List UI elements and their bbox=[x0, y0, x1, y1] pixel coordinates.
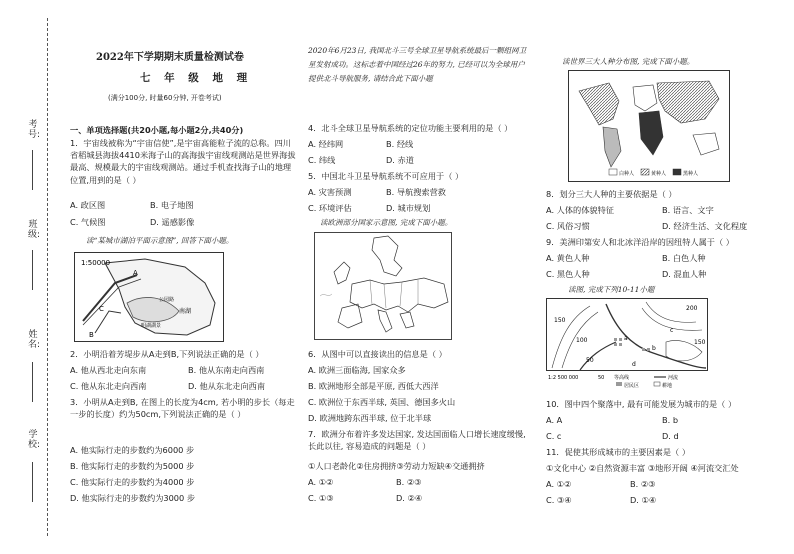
q1-option-b[interactable]: B. 电子地图 bbox=[150, 200, 194, 210]
q10-stem: 10．图中四个聚落中, 最有可能发展为城市的是（ ） bbox=[546, 399, 737, 409]
q8-option-b[interactable]: B. 语言、文字 bbox=[662, 205, 714, 215]
binding-margin bbox=[0, 0, 58, 554]
class-blank[interactable] bbox=[32, 250, 33, 290]
name-blank[interactable] bbox=[32, 362, 33, 402]
settlement-d: d bbox=[632, 361, 636, 368]
q6-option-d[interactable]: D. 欧洲地跨东西半球, 位于北半球 bbox=[308, 413, 432, 423]
beidou-intro: 2020年6月23日, 我国北斗三号全球卫星导航系统最后一颗组网卫星发射成功。这标志着中国经过26年的努力, 已经可以为全球用户提供北斗导航服务, 请结合此下面小题 bbox=[308, 46, 527, 83]
name-label: 姓名: bbox=[28, 330, 41, 350]
race-legend-yellow: 黄种人 bbox=[651, 171, 667, 177]
map1-intro: 读“某城市湖泊平面示意图”, 回答下面小题。 bbox=[86, 236, 234, 245]
q2-option-d[interactable]: D. 他从东北走向西南 bbox=[188, 381, 266, 391]
lake-map-svg bbox=[75, 253, 223, 341]
q2-option-b[interactable]: B. 他从东南走向西南 bbox=[188, 365, 265, 375]
contour-label-150a: 150 bbox=[554, 317, 566, 324]
q3-option-a[interactable]: A. 他实际行走的步数约为6000 步 bbox=[70, 445, 195, 455]
q11-option-a[interactable]: A. ①② bbox=[546, 479, 572, 489]
race-legend-white: 白种人 bbox=[619, 171, 635, 177]
q3-option-b[interactable]: B. 他实际行走的步数约为5000 步 bbox=[70, 461, 195, 471]
q2-option-c[interactable]: C. 他从东北走向西南 bbox=[70, 381, 147, 391]
q7-option-d[interactable]: D. ②④ bbox=[396, 493, 423, 503]
q5-stem: 5．中国北斗卫星导航系统不可应用于（ ） bbox=[308, 171, 464, 181]
q11-statements: ①文化中心 ②自然资源丰富 ③地形开阔 ④河流交汇处 bbox=[546, 463, 739, 473]
q7-stem: 7．欧洲分布着许多发达国家, 发达国面临人口增长速度缓慢, 长此以往, 容易造成的问题是（ ） bbox=[308, 429, 526, 452]
settlement-a: a bbox=[624, 335, 628, 342]
map3-intro: 读世界三大人种分布图, 完成下面小题。 bbox=[562, 57, 695, 66]
q5-option-d[interactable]: D. 城市规划 bbox=[386, 203, 431, 213]
q2-option-a[interactable]: A. 他从西北走向东南 bbox=[70, 365, 147, 375]
legend-50: 50 bbox=[598, 375, 605, 381]
q5-option-c[interactable]: C. 环境评估 bbox=[308, 203, 352, 213]
q1-stem: 1．宇宙线被称为“宇宙信使”,是宇宙高能粒子流的总称。四川省稻城县海拔4410米海子山的高海拔宇宙线观测站是世界海拔最高、规模最大的宇宙线观测站。通过手机查找海子山的地理位置,用到的是（ ） bbox=[70, 138, 296, 185]
lake-map-label-a: A bbox=[133, 269, 138, 277]
lake-map-label-road: 公园路 bbox=[159, 297, 175, 303]
q11-option-b[interactable]: B. ②③ bbox=[630, 479, 656, 489]
q1-option-a[interactable]: A. 政区图 bbox=[70, 200, 106, 210]
exam-no-blank[interactable] bbox=[32, 150, 33, 190]
q5-option-a[interactable]: A. 灾害预测 bbox=[308, 187, 352, 197]
q3-stem: 3．小明从A走到B, 在图上的长度为4cm, 若小明的步长（每走一步的长度）约为50cm,下列说法正确的是（ ） bbox=[70, 397, 295, 420]
europe-map-svg bbox=[314, 232, 452, 340]
q11-stem: 11．促使其形成城市的主要因素是（ ） bbox=[546, 447, 691, 457]
school-label: 学校: bbox=[28, 430, 41, 450]
q6-option-a[interactable]: A. 欧洲三面临海, 国家众多 bbox=[308, 365, 406, 375]
q9-stem: 9．美洲印第安人和北冰洋沿岸的因纽特人属于（ ） bbox=[546, 237, 734, 247]
q4-option-b[interactable]: B. 经线 bbox=[386, 139, 414, 149]
settlement-b: b bbox=[652, 345, 656, 352]
legend-farmland: 耕地 bbox=[662, 383, 673, 388]
lake-map-label-lake: 南湖 bbox=[179, 308, 192, 315]
q9-option-a[interactable]: A. 黄色人种 bbox=[546, 253, 590, 263]
q3-option-d[interactable]: D. 他实际行走的步数约为3000 步 bbox=[70, 493, 196, 503]
q9-option-d[interactable]: D. 混血人种 bbox=[662, 269, 707, 279]
q10-option-b[interactable]: B. b bbox=[662, 415, 679, 425]
q8-option-d[interactable]: D. 经济生活、文化程度 bbox=[662, 221, 748, 231]
lake-map-label-b: B bbox=[89, 331, 94, 339]
q10-option-d[interactable]: D. d bbox=[662, 431, 679, 441]
q1-option-d[interactable]: D. 遥感影像 bbox=[150, 217, 195, 227]
q8-option-a[interactable]: A. 人体的体貌特征 bbox=[546, 205, 614, 215]
q11-option-d[interactable]: D. ①④ bbox=[630, 495, 657, 505]
q5-option-b[interactable]: B. 导航搜索营救 bbox=[386, 187, 446, 197]
q6-option-c[interactable]: C. 欧洲位于东西半球, 英国、德国多火山 bbox=[308, 397, 456, 407]
q8-option-c[interactable]: C. 风俗习惯 bbox=[546, 221, 590, 231]
legend-river: 河流 bbox=[668, 375, 679, 381]
lake-map-label-c: C bbox=[99, 305, 104, 313]
race-map-svg bbox=[569, 71, 729, 181]
race-legend-black: 黑种人 bbox=[683, 171, 699, 177]
q11-option-c[interactable]: C. ③④ bbox=[546, 495, 572, 505]
q1-option-c[interactable]: C. 气候图 bbox=[70, 217, 106, 227]
fold-line bbox=[47, 18, 48, 536]
contour-map bbox=[546, 298, 708, 388]
contour-label-200: 200 bbox=[686, 305, 698, 312]
q4-stem: 4．北斗全球卫星导航系统的定位功能主要利用的是（ ） bbox=[308, 123, 513, 133]
q2-stem: 2．小明沿着芳堤步从A走到B,下列说法正确的是（ ） bbox=[70, 349, 264, 359]
q8-stem: 8．划分三大人种的主要依据是（ ） bbox=[546, 189, 677, 199]
legend-residential: 居民区 bbox=[624, 383, 640, 388]
exam-no-label: 考号: bbox=[28, 120, 41, 140]
race-map bbox=[568, 70, 730, 182]
q4-option-d[interactable]: D. 赤道 bbox=[386, 155, 414, 165]
contour-label-50: 50 bbox=[586, 357, 594, 364]
exam-title: 2022年下学期期末质量检测试卷 bbox=[96, 52, 244, 63]
settlement-c: c bbox=[670, 327, 674, 334]
contour-label-150b: 150 bbox=[694, 339, 706, 346]
lake-map-scale: 1:50000 bbox=[81, 259, 111, 267]
q4-option-c[interactable]: C. 纬线 bbox=[308, 155, 336, 165]
q6-stem: 6．从图中可以直接读出的信息是（ ） bbox=[308, 349, 447, 359]
q9-option-c[interactable]: C. 黑色人种 bbox=[546, 269, 590, 279]
contour-map-scale: 1:2 500 000 bbox=[548, 375, 579, 381]
section-heading: 一、单项选择题(共20小题,每小题2分,共40分) bbox=[70, 125, 244, 135]
q4-option-a[interactable]: A. 经纬网 bbox=[308, 139, 344, 149]
contour-map-svg bbox=[546, 298, 708, 388]
q9-option-b[interactable]: B. 白色人种 bbox=[662, 253, 706, 263]
q7-option-a[interactable]: A. ①② bbox=[308, 477, 334, 487]
europe-map bbox=[314, 232, 452, 340]
contour-label-100: 100 bbox=[576, 337, 588, 344]
q10-option-a[interactable]: A. A bbox=[546, 415, 563, 425]
exam-note: (满分100分, 时量60分钟, 开卷考试) bbox=[108, 94, 222, 102]
q7-option-c[interactable]: C. ①③ bbox=[308, 493, 334, 503]
map2-intro: 读欧洲部分国家示意图, 完成下面小题。 bbox=[320, 218, 453, 227]
q10-option-c[interactable]: C. c bbox=[546, 431, 562, 441]
q3-option-c[interactable]: C. 他实际行走的步数约为4000 步 bbox=[70, 477, 195, 487]
lake-map-label-station: 明湖湖景 bbox=[141, 323, 162, 329]
school-blank[interactable] bbox=[32, 462, 33, 502]
exam-subject: 七 年 级 地 理 bbox=[140, 72, 253, 84]
class-label: 班级: bbox=[28, 220, 41, 240]
q6-option-b[interactable]: B. 欧洲地形全部是平原, 西低大西洋 bbox=[308, 381, 439, 391]
map4-intro: 读图, 完成下列10-11小题 bbox=[568, 285, 655, 294]
q7-option-b[interactable]: B. ②③ bbox=[396, 477, 422, 487]
legend-contour: 等高线 bbox=[614, 375, 630, 381]
lake-map bbox=[74, 252, 224, 342]
q7-statements: ①人口老龄化②住房拥挤③劳动力短缺④交通拥挤 bbox=[308, 461, 485, 471]
